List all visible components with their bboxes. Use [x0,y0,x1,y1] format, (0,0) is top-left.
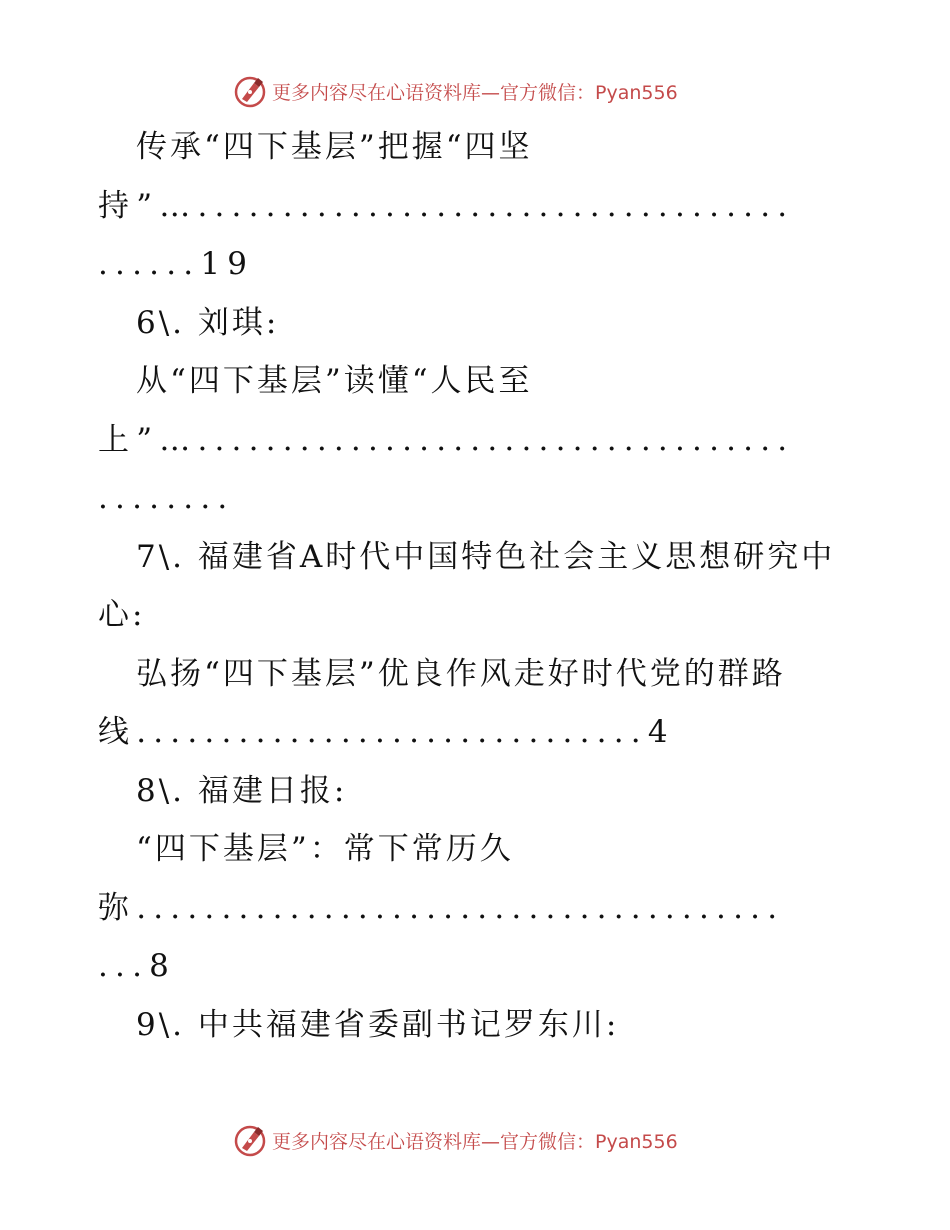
pen-nib-logo-icon [232,73,268,109]
toc-item8-heading: 8\. 福建日报: [136,772,348,809]
toc-item8-title-line1: “四下基层”：常下常历久 [136,831,514,867]
toc-item7-title-line2: 线..............................4 [98,714,675,750]
toc-item7-heading-line1: 7\. 福建省A时代中国特色社会主义思想研究中 [136,538,836,575]
toc-item7-title-line1: 弘扬“四下基层”优良作风走好时代党的群路 [136,655,786,692]
banner-text [272,78,678,105]
banner-text [272,1127,678,1154]
pen-nib-logo-icon [232,1122,268,1158]
toc-item7-heading-line2: 心: [98,597,146,633]
banner-text-tail: 官方微信：Pyan556 [500,1130,678,1153]
toc-item6-title-line2: 上”…................................... [98,421,795,458]
toc-item6-title-line1: 从“四下基层”读懂“人民至 [136,363,533,399]
banner-text-tail: 官方微信：Pyan556 [500,81,678,104]
toc-item9-heading: 9\. 中共福建省委副书记罗东川: [136,1006,620,1043]
footer-banner [232,1120,712,1160]
banner-text-main: 更多内容尽在心语资料库 [272,1130,482,1153]
toc-content [98,118,848,1054]
toc-item6-title-line3: ........ [98,480,235,516]
toc-item5-title-line2: 持”…................................... [98,187,795,224]
banner-text-dash: — [481,81,501,104]
toc-item6-heading: 6\. 刘琪: [136,304,280,341]
toc-item8-title-line3: ...8 [98,948,177,984]
banner-text-dash: — [481,1130,501,1153]
toc-item8-title-line2: 弥...................................... [98,889,785,926]
toc-item5-title-line1: 传承“四下基层”把握“四坚 [136,129,533,165]
toc-item5-title-line3: ......19 [98,246,255,282]
header-banner [232,71,712,111]
banner-text-main: 更多内容尽在心语资料库 [272,81,482,104]
